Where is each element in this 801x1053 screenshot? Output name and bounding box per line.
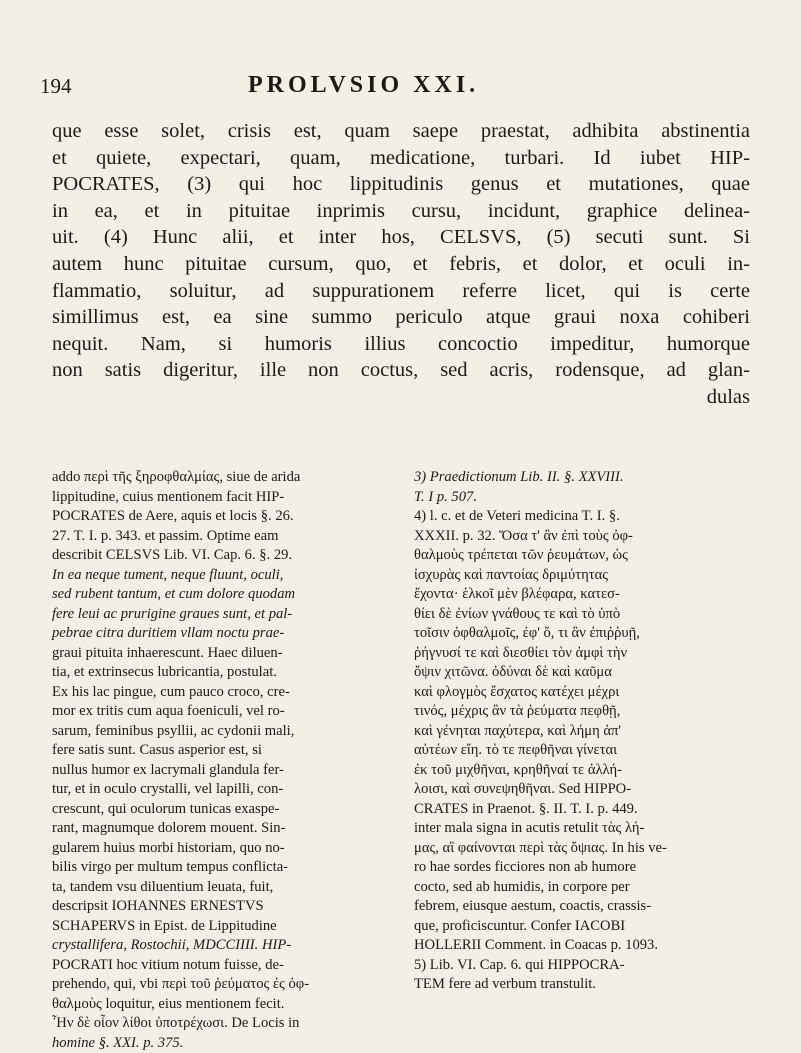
footnote-line: 4) l. c. et de Veteri medicina T. I. §. [414, 507, 754, 527]
footnote-line: 3) Praedictionum Lib. II. §. XXVIII. [414, 468, 754, 488]
footnote-line: fere leui ac prurigine graues sunt, et pal- [52, 605, 392, 625]
footnote-line: addo περὶ τῆς ξηροφθαλμίας, siue de arida [52, 468, 392, 488]
footnote-line: homine §. XXI. p. 375. [52, 1034, 392, 1053]
footnote-line: Ἦν δὲ οἷον λίθοι ὑποτρέχωσι. De Locis in [52, 1014, 392, 1034]
footnote-line: θίει δὲ ἐνίων γνάθους τε καὶ τὸ ὑπὸ [414, 605, 754, 625]
footnote-line: In ea neque tument, neque fluunt, oculi, [52, 566, 392, 586]
main-body-text [52, 118, 750, 411]
footnote-line: Ex his lac pingue, cum pauco croco, cre- [52, 683, 392, 703]
footnote-line: CRATES in Praenot. §. II. T. I. p. 449. [414, 800, 754, 820]
footnote-line: T. I p. 507. [414, 488, 754, 508]
footnote-line: inter mala signa in acutis retulit τὰς λή- [414, 819, 754, 839]
footnote-line: cocto, sed ab humidis, in corpore per [414, 878, 754, 898]
footnote-line: POCRATI hoc vitium notum fuisse, de- [52, 956, 392, 976]
running-title: PROLVSIO XXI. [248, 72, 479, 99]
footnote-line: descripsit IOHANNES ERNESTVS [52, 897, 392, 917]
footnote-line: XXXII. p. 32. Ὅσα τ' ἂν ἐπὶ τοὺς ὀφ- [414, 527, 754, 547]
body-line: POCRATES, (3) qui hoc lippitudinis genus et mutationes, quae [52, 171, 750, 198]
footnote-line: sarum, feminibus psyllii, ac cydonii mali, [52, 722, 392, 742]
footnote-line: que, proficiscuntur. Confer IACOBI [414, 917, 754, 937]
footnote-line: θαλμοὺς loquitur, eius mentionem fecit. [52, 995, 392, 1015]
body-line: non satis digeritur, ille non coctus, sed acris, rodensque, ad glan- [52, 357, 750, 384]
footnote-line: crystallifera, Rostochii, MDCCIIII. HIP- [52, 936, 392, 956]
footnote-line: POCRATES de Aere, aquis et locis §. 26. [52, 507, 392, 527]
footnote-line: μας, αἳ φαίνονται περὶ τὰς ὄψιας. In his ve- [414, 839, 754, 859]
body-line: que esse solet, crisis est, quam saepe praestat, adhibita abstinentia [52, 118, 750, 145]
footnote-line: mor ex tritis cum aqua foeniculi, vel ro- [52, 702, 392, 722]
footnotes-right-column [414, 468, 754, 995]
body-line: autem hunc pituitae cursum, quo, et febris, et dolor, et oculi in- [52, 251, 750, 278]
footnote-line: fere satis sunt. Casus asperior est, si [52, 741, 392, 761]
footnote-line: 27. T. I. p. 343. et passim. Optime eam [52, 527, 392, 547]
body-line: in ea, et in pituitae inprimis cursu, incidunt, graphice delinea- [52, 198, 750, 225]
footnote-line: HOLLERII Comment. in Coacas p. 1093. [414, 936, 754, 956]
footnote-line: ἔχοντα· ἑλκοῖ μὲν βλέφαρα, κατεσ- [414, 585, 754, 605]
footnote-line: TEM fere ad verbum transtulit. [414, 975, 754, 995]
footnote-line: graui pituita inhaerescunt. Haec diluen- [52, 644, 392, 664]
footnote-line: ἐκ τοῦ μιχθῆναι, κρηθῆναί τε ἀλλή- [414, 761, 754, 781]
footnote-line: febrem, eiusque aestum, coactis, crassis- [414, 897, 754, 917]
body-line: uit. (4) Hunc alii, et inter hos, CELSVS, (5) secuti sunt. Si [52, 224, 750, 251]
footnote-line: τινός, μέχρις ἂν τὰ ῥεύματα πεφθῇ, [414, 702, 754, 722]
page-header [40, 66, 740, 106]
footnote-line: rant, magnumque dolorem mouent. Sin- [52, 819, 392, 839]
footnote-line: ro hae sordes ficciores non ab humore [414, 858, 754, 878]
footnote-line: καὶ φλογμὸς ἔσχατος κατέχει μέχρι [414, 683, 754, 703]
footnote-line: describit CELSVS Lib. VI. Cap. 6. §. 29. [52, 546, 392, 566]
footnote-line: nullus humor ex lacrymali glandula fer- [52, 761, 392, 781]
catchword: dulas [52, 384, 750, 411]
footnote-line: 5) Lib. VI. Cap. 6. qui HIPPOCRA- [414, 956, 754, 976]
footnote-line: αὐτέων εἴη. τὸ τε πεφθῆναι γίνεται [414, 741, 754, 761]
footnote-line: λοισι, καὶ συνεψηθῆναι. Sed HIPPO- [414, 780, 754, 800]
footnote-line: gularem huius morbi historiam, quo no- [52, 839, 392, 859]
footnote-line: crescunt, qui oculorum tunicas exaspe- [52, 800, 392, 820]
footnote-line: bilis virgo per multum tempus conflicta- [52, 858, 392, 878]
body-line: flammatio, soluitur, ad suppurationem referre licet, qui is certe [52, 278, 750, 305]
footnote-line: tur, et in oculo crystalli, vel lapilli, con- [52, 780, 392, 800]
footnote-line: θαλμοὺς τρέπεται τῶν ῥευμάτων, ὡς [414, 546, 754, 566]
body-line: et quiete, expectari, quam, medicatione, turbari. Id iubet HIP- [52, 145, 750, 172]
footnote-line: ῥήγνυσί τε καὶ διεσθίει τὸν ἀμφὶ τὴν [414, 644, 754, 664]
footnote-line: ὄψιν χιτῶνα. ὀδύναι δὲ καὶ καῦμα [414, 663, 754, 683]
footnote-line: sed rubent tantum, et cum dolore quodam [52, 585, 392, 605]
footnote-line: SCHAPERVS in Epist. de Lippitudine [52, 917, 392, 937]
footnotes-left-column [52, 468, 392, 1053]
footnote-line: tia, et extrinsecus lubricantia, postulat. [52, 663, 392, 683]
body-line: nequit. Nam, si humoris illius concoctio impeditur, humorque [52, 331, 750, 358]
footnote-line: καὶ γένηται παχύτερα, καὶ λήμη ἀπ' [414, 722, 754, 742]
footnote-line: τοῖσιν ὀφθαλμοῖς, ἐφ' ὅ, τι ἂν ἐπιῤῥυῇ, [414, 624, 754, 644]
body-line: simillimus est, ea sine summo periculo atque graui noxa cohiberi [52, 304, 750, 331]
page-number: 194 [40, 74, 72, 99]
footnote-line: ta, tandem vsu diluentium leuata, fuit, [52, 878, 392, 898]
footnote-line: lippitudine, cuius mentionem facit HIP- [52, 488, 392, 508]
footnote-line: ἰσχυρὰς καὶ παντοίας δριμύτητας [414, 566, 754, 586]
footnote-line: prehendo, qui, vbi περὶ τοῦ ῥεύματος ἐς ὀφ- [52, 975, 392, 995]
footnote-line: pebrae citra duritiem vllam noctu prae- [52, 624, 392, 644]
